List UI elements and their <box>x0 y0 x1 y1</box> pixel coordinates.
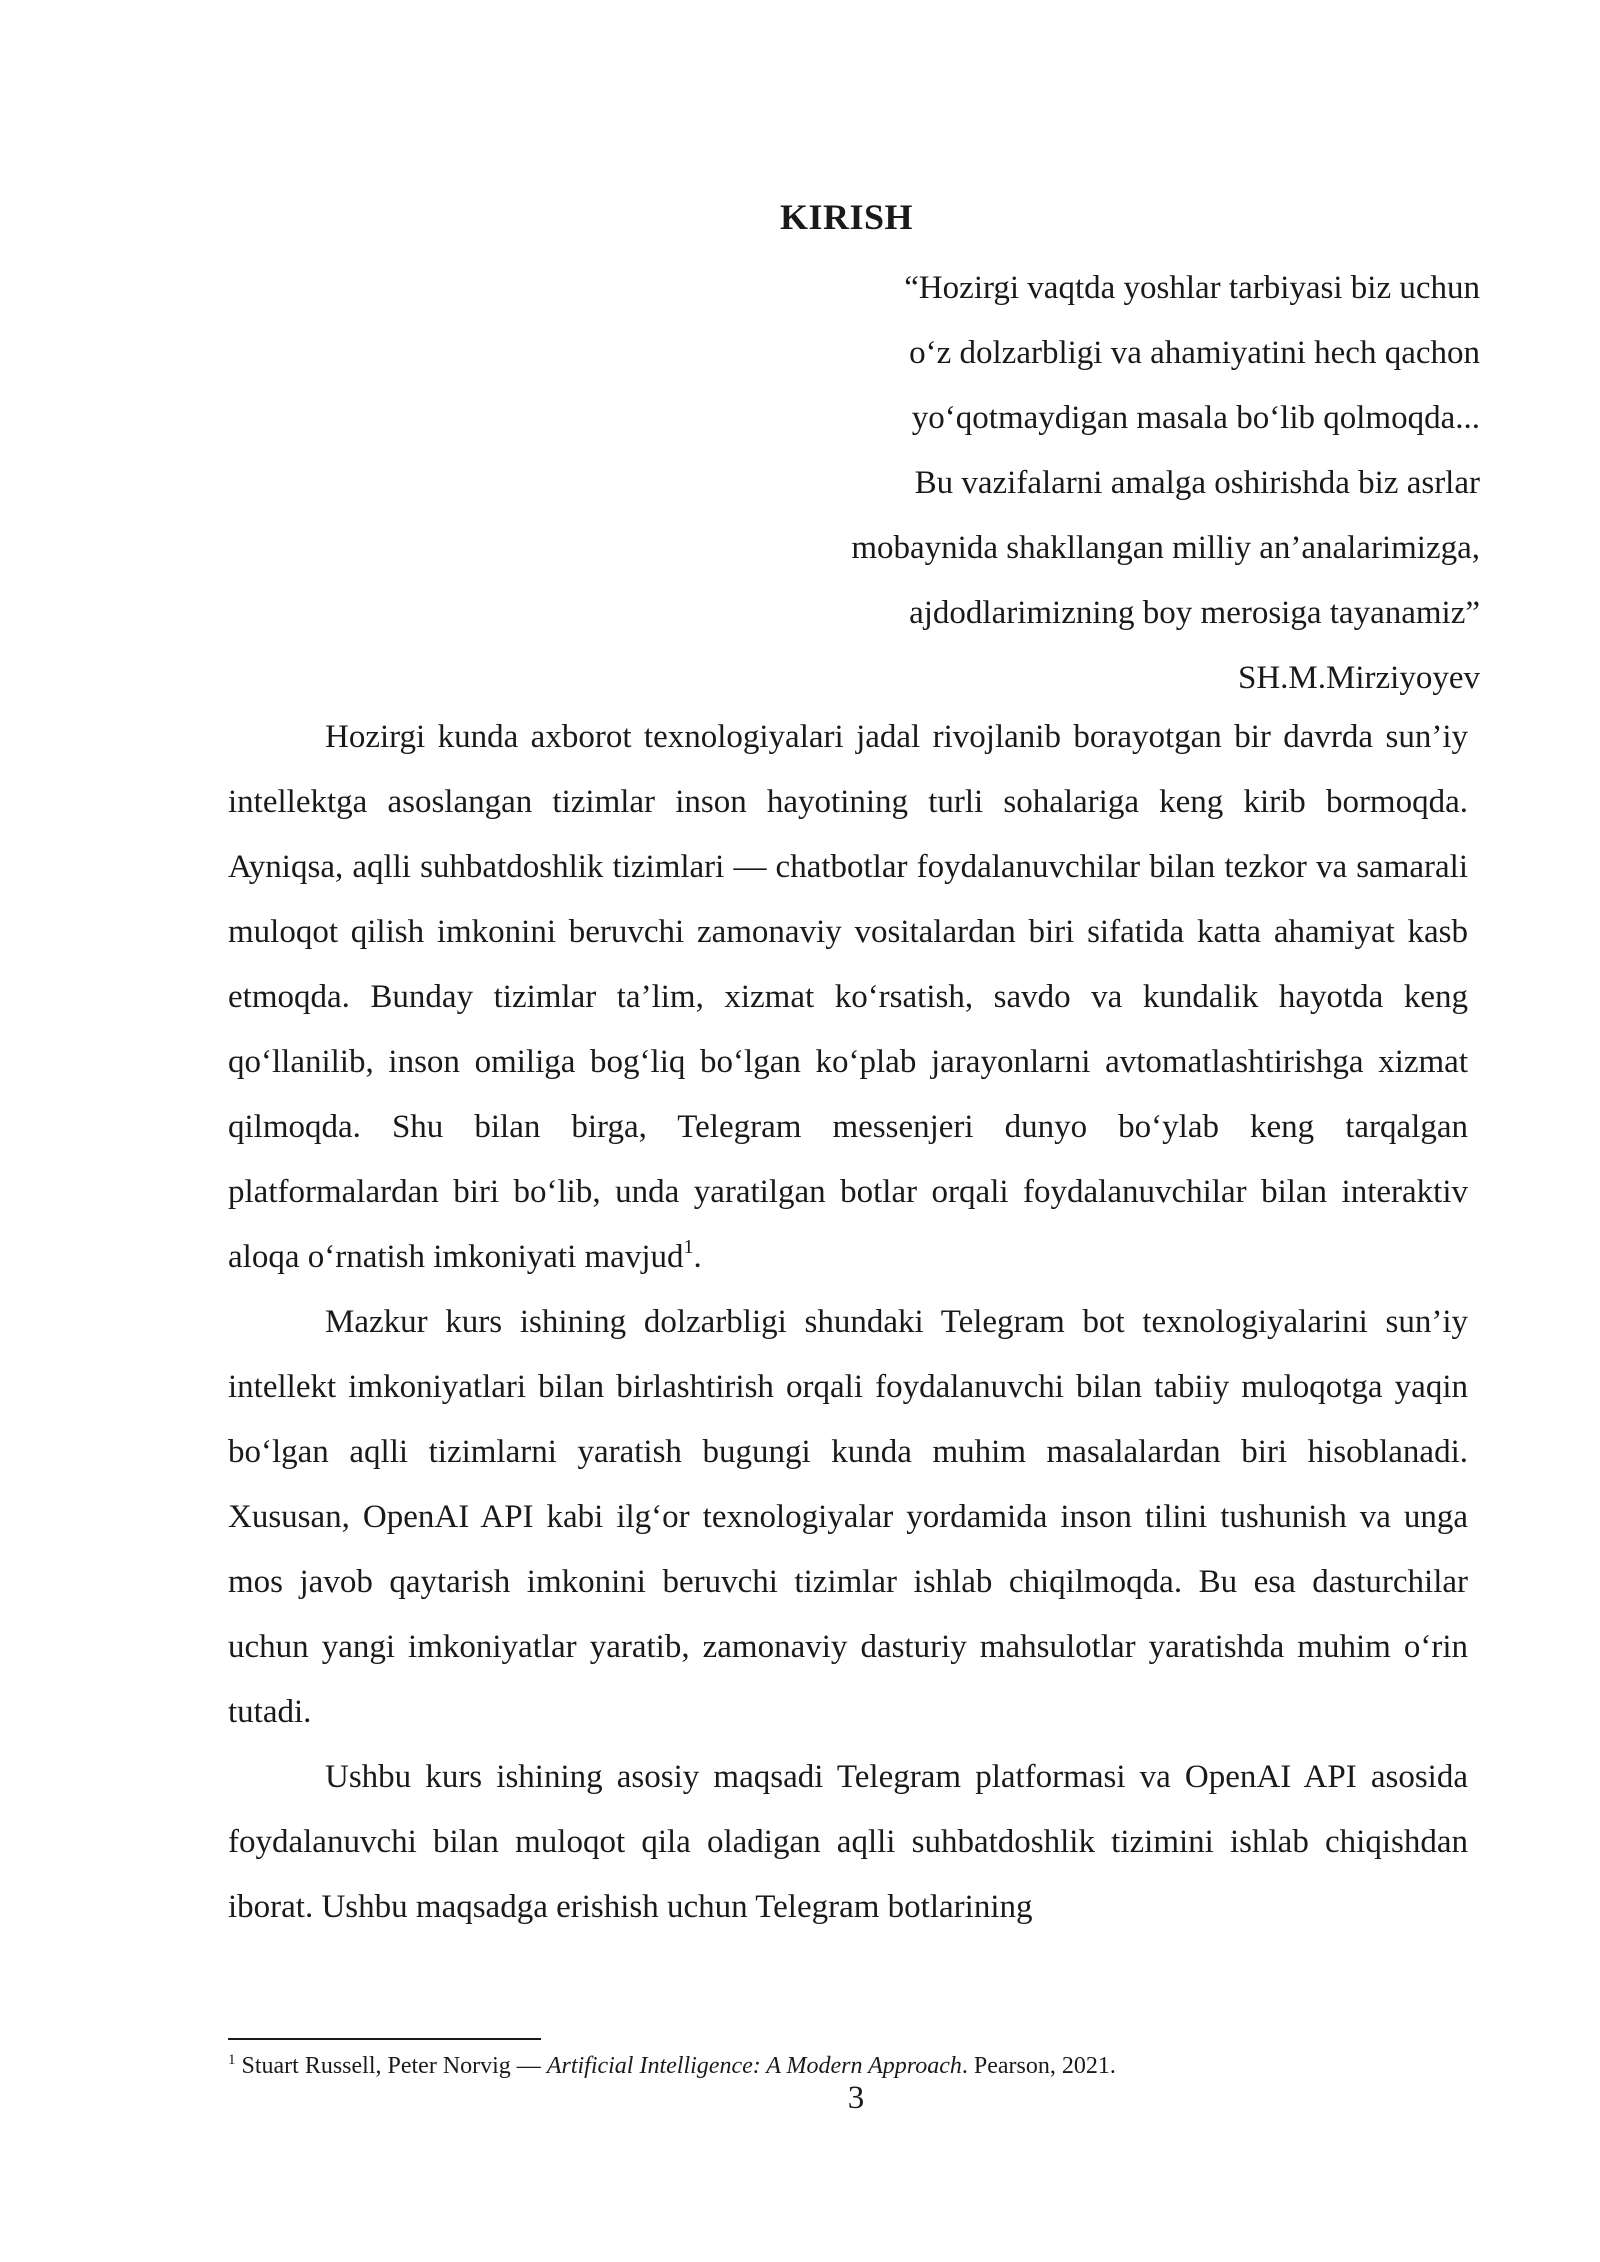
footnote-reference[interactable]: 1 <box>683 1236 694 1258</box>
paragraph: Ushbu kurs ishining asosiy maqsadi Telegram platformasi va OpenAI API asosida foydalanuvchi bilan muloqot qila oladigan aqlli suhbatdoshlik tizimini ishlab chiqishdan iborat. Ushbu maqsadga erishish uchun Telegram botlarining <box>228 1759 1468 1925</box>
footnote <box>228 2050 1468 2082</box>
section-heading: KIRISH <box>780 197 914 237</box>
epigraph-line: o‘z dolzarbligi va ahamiyatini hech qachon <box>909 335 1480 371</box>
paragraph: Mazkur kurs ishining dolzarbligi shundaki Telegram bot texnologiyalarini sun’iy intellekt imkoniyatlari bilan birlashtirish orqali foydalanuvchi bilan tabiiy muloqotga yaqin bo‘lgan aqlli tizimlarni yaratish bugungi kunda muhim masalalardan biri hisoblanadi. Xususan, OpenAI API kabi ilg‘or texnologiyalar yordamida inson tilini tushunish va unga mos javob qaytarish imkonini beruvchi tizimlar ishlab chiqilmoqda. Bu esa dasturchilar uchun yangi imkoniyatlar yaratib, zamonaviy dasturiy mahsulotlar yaratishda muhim o‘rin tutadi. <box>228 1304 1468 1730</box>
paragraph <box>228 705 1468 1290</box>
epigraph-author: SH.M.Mirziyoyev <box>1238 660 1480 696</box>
epigraph-line: yo‘qotmaydigan masala bo‘lib qolmoqda... <box>911 400 1480 436</box>
paragraph-end: . <box>693 1239 702 1275</box>
footnote-authors: Stuart Russell, Peter Norvig — <box>235 2053 547 2079</box>
epigraph-line: ajdodlarimizning boy merosiga tayanamiz” <box>909 595 1480 631</box>
footnote-separator <box>228 2038 541 2040</box>
footnote-marker: 1 <box>228 2052 236 2068</box>
footnote-book-title: Artificial Intelligence: A Modern Approach <box>546 2053 962 2079</box>
epigraph-line: “Hozirgi vaqtda yoshlar tarbiyasi biz uchun <box>904 270 1480 306</box>
body-text <box>228 705 1468 1940</box>
epigraph <box>720 256 1480 711</box>
paragraph-text: Hozirgi kunda axborot texnologiyalari jadal rivojlanib borayotgan bir davrda sun’iy intellektga asoslangan tizimlar inson hayotining turli sohalariga keng kirib bormoqda. Ayniqsa, aqlli suhbatdoshlik tizimlari — chatbotlar foydalanuvchilar bilan tezkor va samarali muloqot qilish imkonini beruvchi zamonaviy vositalardan biri sifatida katta ahamiyat kasb etmoqda. Bunday tizimlar ta’lim, xizmat ko‘rsatish, savdo va kundalik hayotda keng qo‘llanilib, inson omiliga bog‘liq bo‘lgan ko‘plab jarayonlarni avtomatlashtirishga xizmat qilmoqda. Shu bilan birga, Telegram messenjeri dunyo bo‘ylab keng tarqalgan platformalardan biri bo‘lib, unda yaratilgan botlar orqali foydalanuvchilar bilan interaktiv aloqa o‘rnatish imkoniyati mavjud <box>228 719 1468 1275</box>
page-number: 3 <box>847 2080 865 2116</box>
footnote-publisher: . Pearson, 2021. <box>961 2053 1116 2079</box>
epigraph-line: Bu vazifalarni amalga oshirishda biz asrlar <box>914 465 1480 501</box>
epigraph-line: mobaynida shakllangan milliy an’analarimizga, <box>851 530 1480 566</box>
